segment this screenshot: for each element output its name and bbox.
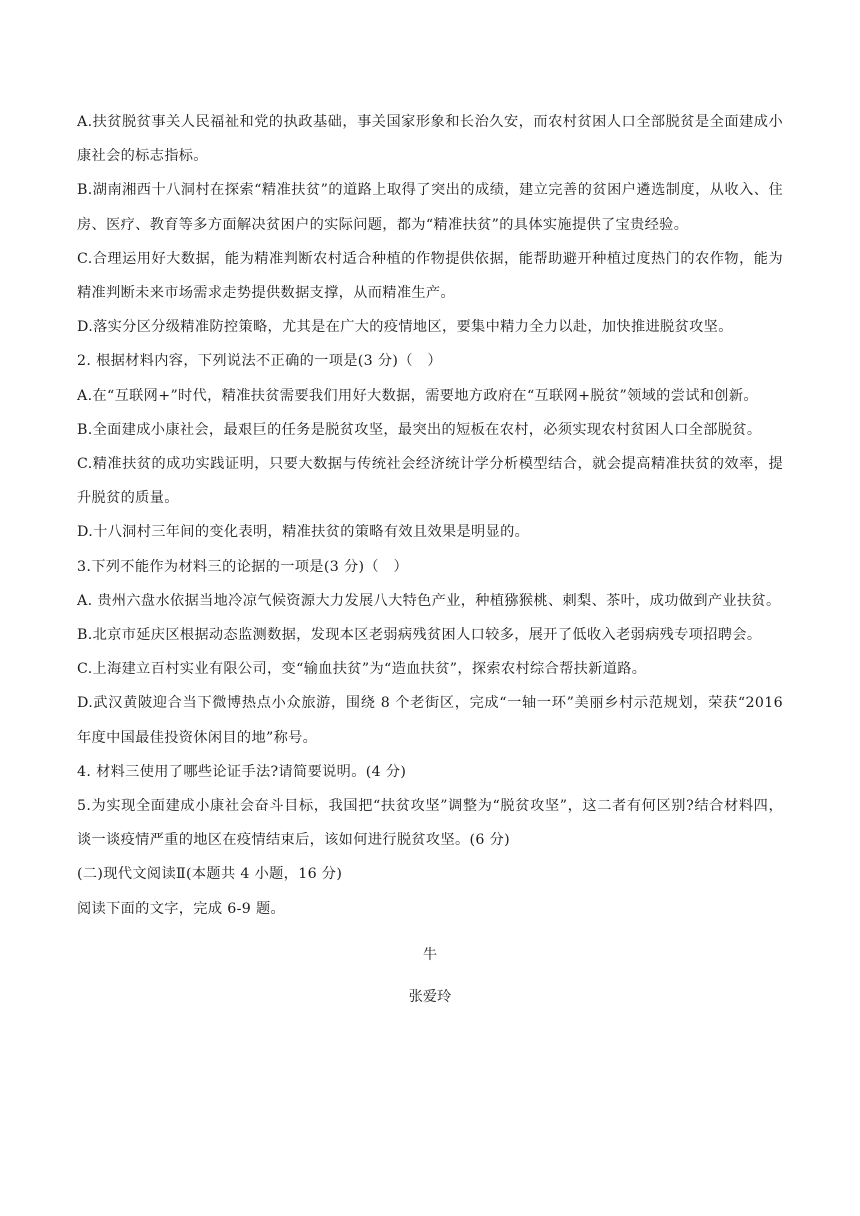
question-5: 5.为实现全面建成小康社会奋斗目标，我国把“扶贫攻坚”调整为“脱贫攻坚”，这二者有何区别?结合材料四，谈一谈疫情严重的地区在疫情结束后，该如何进行脱贫攻坚。(6 分) <box>77 798 783 849</box>
question-2: 2. 根据材料内容，下列说法不正确的一项是(3 分)（ ） <box>77 353 442 370</box>
reading-instruction: 阅读下面的文字，完成 6-9 题。 <box>77 900 286 917</box>
q2-option-b: B.全面建成小康社会，最艰巨的任务是脱贫攻坚，最突出的短板在农村，必须实现农村贫困人口全部脱贫。 <box>77 421 762 438</box>
question-3: 3.下列不能作为材料三的论据的一项是(3 分)（ ） <box>77 558 408 575</box>
q3-option-b: B.北京市延庆区根据动态监测数据，发现本区老弱病残贫困人口较多，展开了低收入老弱病残专项招聘会。 <box>77 627 762 644</box>
option-a-paragraph: A.扶贫脱贫事关人民福祉和党的执政基础，事关国家形象和长治久安，而农村贫困人口全部脱贫是全面建成小康社会的标志指标。 <box>77 114 783 165</box>
document-page <box>77 105 783 1014</box>
q2-option-a: A.在“互联网+”时代，精准扶贫需要我们用好大数据，需要地方政府在“互联网+脱贫”领域的尝试和创新。 <box>77 387 758 404</box>
section-heading: (二)现代文阅读Ⅱ(本题共 4 小题，16 分) <box>77 866 343 883</box>
question-4: 4. 材料三使用了哪些论证手法?请简要说明。(4 分) <box>77 763 407 780</box>
article-title: 牛 <box>422 946 438 963</box>
option-b-paragraph: B.湖南湘西十八洞村在探索“精准扶贫”的道路上取得了突出的成绩，建立完善的贫困户遴选制度，从收入、住房、医疗、教育等多方面解决贫困户的实际问题，都为“精准扶贫”的具体实施提供了宝贵经验。 <box>77 182 783 233</box>
q3-option-c: C.上海建立百村实业有限公司，变“输血扶贫”为“造血扶贫”，探索农村综合帮扶新道路。 <box>77 661 647 678</box>
q2-option-d: D.十八洞村三年间的变化表明，精准扶贫的策略有效且效果是明显的。 <box>77 524 530 541</box>
article-author: 张爱玲 <box>408 989 452 1006</box>
q3-option-d: D.武汉黄陂迎合当下微博热点小众旅游，围绕 8 个老街区，完成“一轴一环”美丽乡村示范规划，荣获“2016 年度中国最佳投资休闲目的地”称号。 <box>77 695 783 746</box>
q2-option-c: C.精准扶贫的成功实践证明，只要大数据与传统社会经济统计学分析模型结合，就会提高精准扶贫的效率，提升脱贫的质量。 <box>77 456 783 507</box>
q3-option-a: A. 贵州六盘水依据当地冷凉气候资源大力发展八大特色产业，种植猕猴桃、刺梨、茶叶，成功做到产业扶贫。 <box>77 592 781 609</box>
option-c-paragraph: C.合理运用好大数据，能为精准判断农村适合种植的作物提供依据，能帮助避开种植过度热门的农作物，能为精准判断未来市场需求走势提供数据支撑，从而精准生产。 <box>77 250 783 302</box>
option-d-paragraph: D.落实分区分级精准防控策略，尤其是在广大的疫情地区，要集中精力全力以赴，加快推进脱贫攻坚。 <box>77 319 733 336</box>
